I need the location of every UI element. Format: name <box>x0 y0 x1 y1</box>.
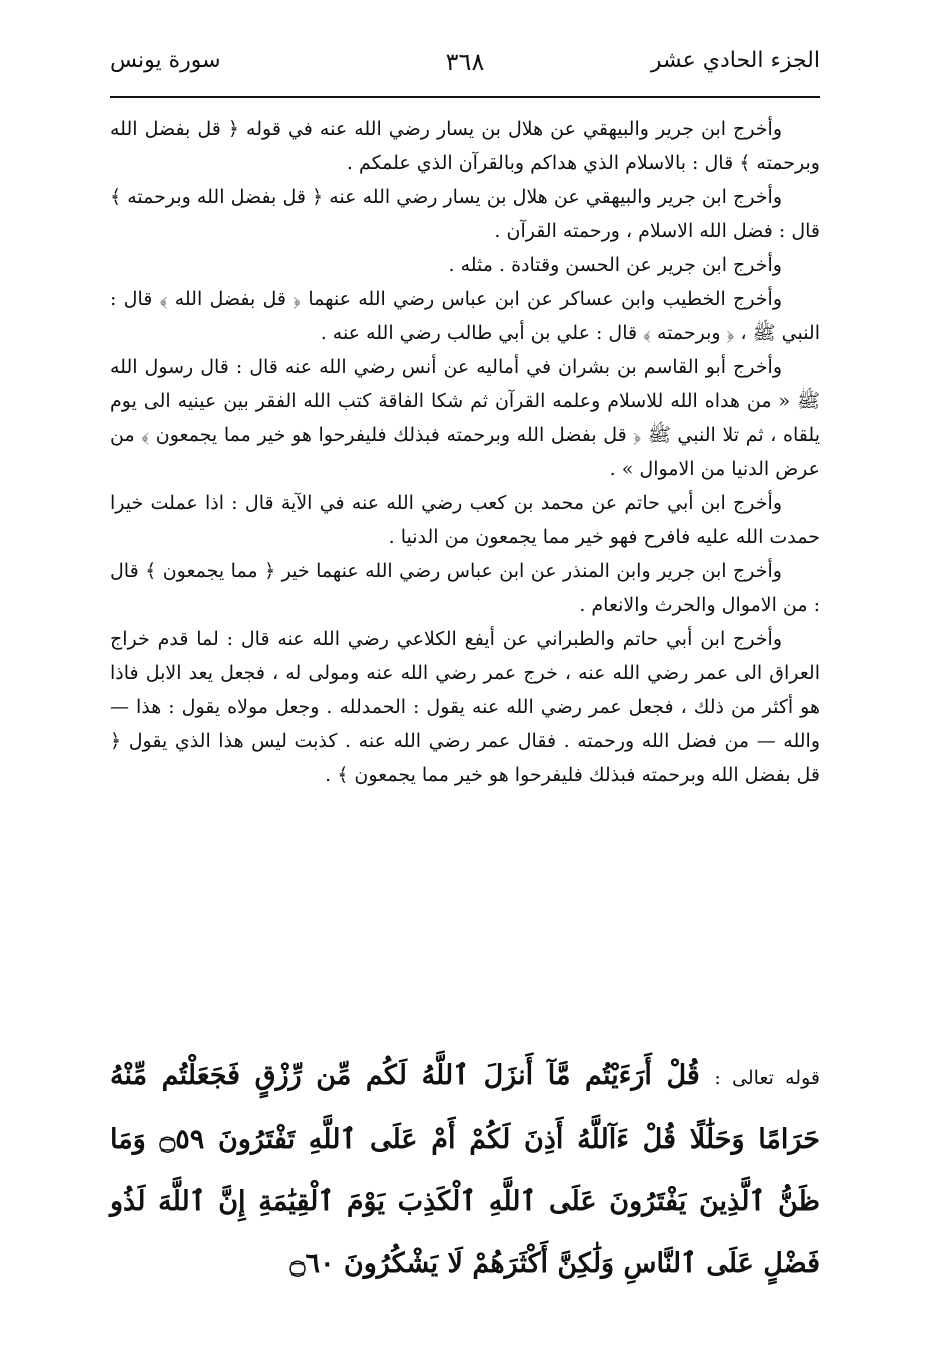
quran-verse-block <box>110 1045 820 1295</box>
page-header <box>110 48 820 92</box>
part-title: الجزء الحادي عشر <box>650 48 820 73</box>
paragraph: وأخرج ابن جرير وابن المنذر عن ابن عباس رضي الله عنهما خير ﴿ مما يجمعون ﴾ قال : من الاموال والحرث والانعام . <box>110 560 820 616</box>
paragraph: وأخرج ابن جرير عن الحسن وقتادة . مثله . <box>448 254 782 276</box>
body-text <box>110 112 820 792</box>
paragraph: وأخرج ابن جرير والبيهقي عن هلال بن يسار رضي الله عنه ﴿ قل بفضل الله وبرحمته ﴾ قال : فضل الله الاسلام ، ورحمته القرآن . <box>110 186 820 242</box>
paragraph: وأخرج ابن جرير والبيهقي عن هلال بن يسار رضي الله عنه في قوله ﴿ قل بفضل الله وبرحمته ﴾ قال : بالاسلام الذي هداكم وبالقرآن الذي علمكم . <box>110 118 820 174</box>
surah-title: سورة يونس <box>110 48 221 73</box>
paragraph: وأخرج ابن أبي حاتم والطبراني عن أيفع الكلاعي رضي الله عنه قال : لما قدم خراج العراق الى عمر رضي الله عنه ، خرج عمر رضي الله عنه ومولى له ، فجعل يعد الابل فاذا هو أكثر من ذلك ، فجعل عمر رضي الله عنه يقول : الحمدلله . وجعل مولاه يقول : هذا — والله — من فضل الله ورحمته . فقال عمر رضي الله عنه . كذبت ليس هذا الذي يقول ﴿ قل بفضل الله وبرحمته فبذلك فليفرحوا هو خير مما يجمعون ﴾ . <box>110 628 820 786</box>
header-rule <box>110 96 820 98</box>
paragraph: وأخرج أبو القاسم بن بشران في أماليه عن أنس رضي الله عنه قال : قال رسول الله ﷺ « من هداه الله للاسلام وعلمه القرآن ثم شكا الفاقة كتب الله الفقر بين عينيه الى يوم يلقاه ، ثم تلا النبي ﷺ ﴿ قل بفضل الله وبرحمته فبذلك فليفرحوا هو خير مما يجمعون ﴾ من عرض الدنيا من الاموال » . <box>110 356 820 480</box>
page-number: ٣٦٨ <box>445 48 485 76</box>
verse-intro: قوله تعالى : <box>714 1067 820 1089</box>
paragraph: وأخرج الخطيب وابن عساكر عن ابن عباس رضي الله عنهما ﴿ قل بفضل الله ﴾ قال : النبي ﷺ ، ﴿ وبرحمته ﴾ قال : علي بن أبي طالب رضي الله عنه . <box>110 288 820 344</box>
verse-text: قُلْ أَرَءَيْتُم مَّآ أَنزَلَ ٱللَّهُ لَكُم مِّن رِّزْقٍ فَجَعَلْتُم مِّنْهُ حَرَامًا وَحَلَٰلًا قُلْ ءَآللَّهُ أَذِنَ لَكُمْ أَمْ عَلَى ٱللَّهِ تَفْتَرُونَ ۝٥٩ وَمَا ظَنُّ ٱلَّذِينَ يَفْتَرُونَ عَلَى ٱللَّهِ ٱلْكَذِبَ يَوْمَ ٱلْقِيَٰمَةِ إِنَّ ٱللَّهَ لَذُو فَضْلٍ عَلَى ٱلنَّاسِ وَلَٰكِنَّ أَكْثَرَهُمْ لَا يَشْكُرُونَ ۝٦٠ <box>110 1060 820 1279</box>
paragraph: وأخرج ابن أبي حاتم عن محمد بن كعب رضي الله عنه في الآية قال : اذا عملت خيرا حمدت الله عليه فافرح فهو خير مما يجمعون من الدنيا . <box>110 492 820 548</box>
